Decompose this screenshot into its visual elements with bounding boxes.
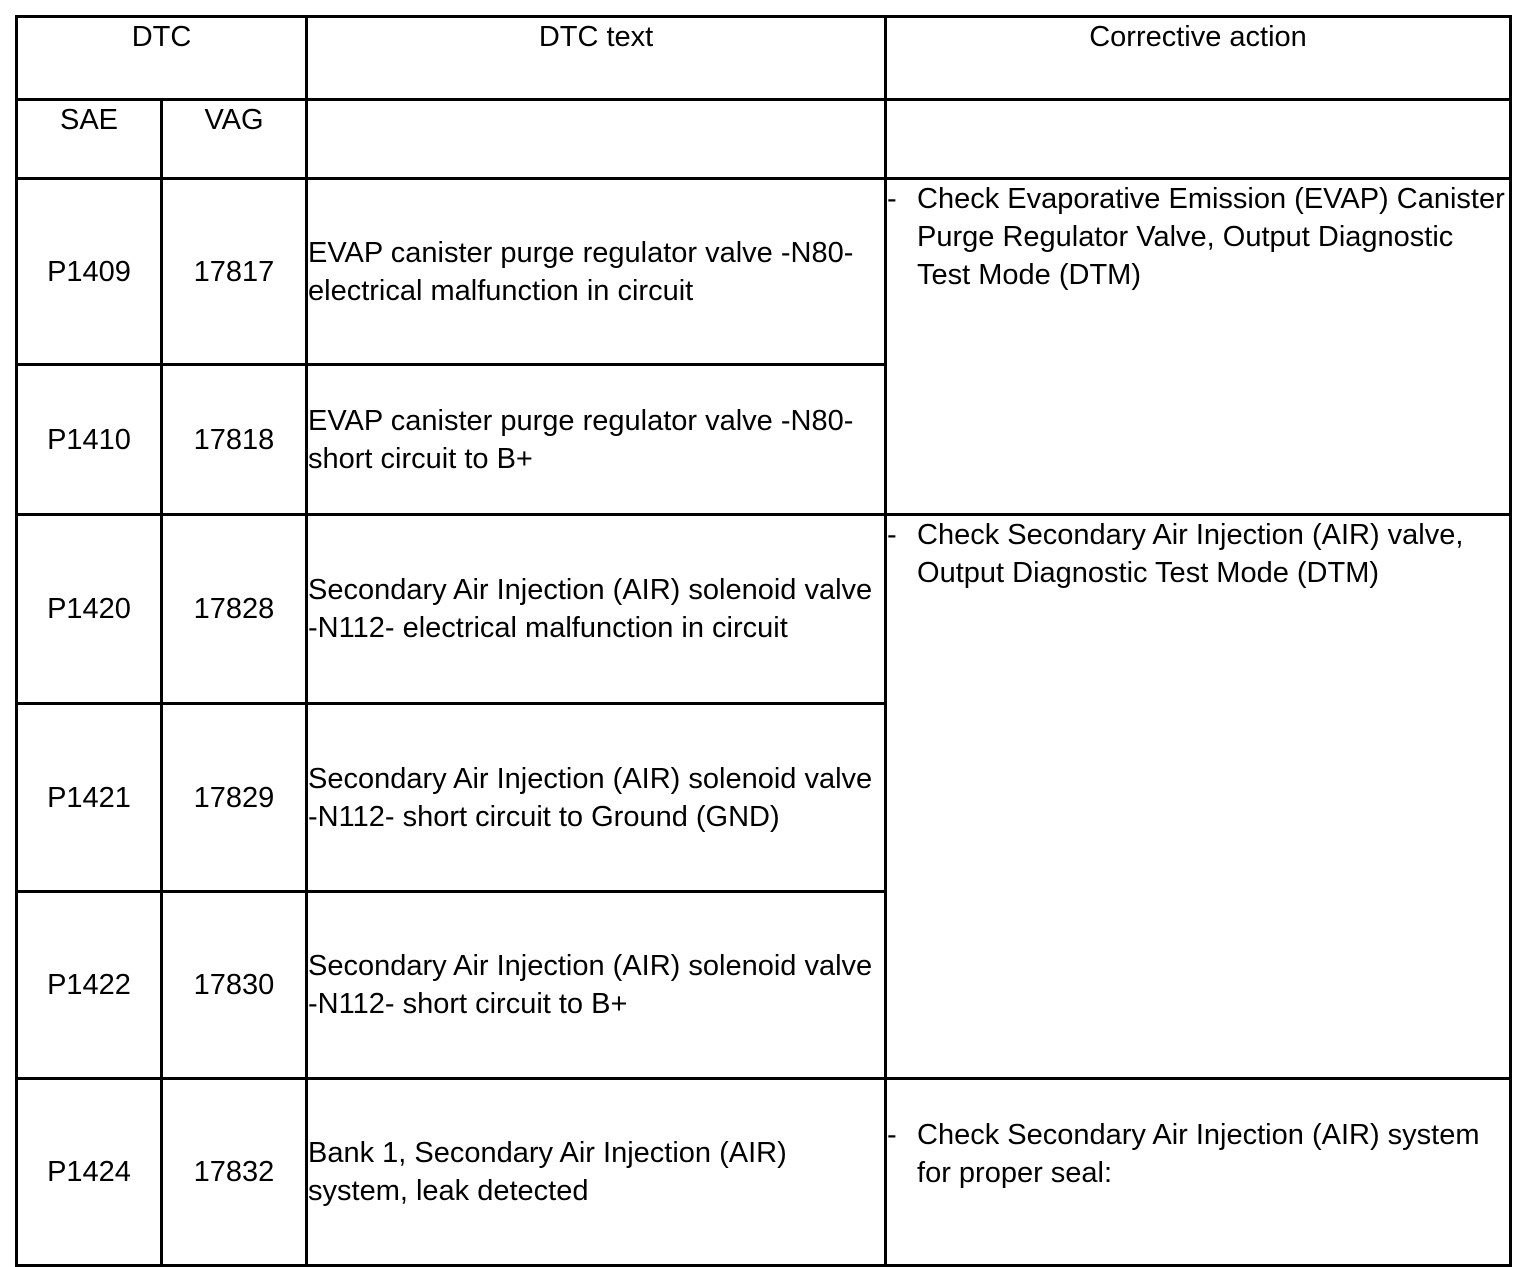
vag-code: 17828 (162, 515, 307, 704)
vag-code: 17829 (162, 704, 307, 892)
subheader-vag: VAG (162, 100, 307, 179)
corrective-action-cell (886, 1079, 1511, 1266)
vag-code: 17817 (162, 179, 307, 365)
subheader-row (17, 100, 1511, 179)
vag-code: 17832 (162, 1079, 307, 1266)
action-text: Check Secondary Air Injection (AIR) valve, Output Diagnostic Test Mode (DTM) (917, 519, 1464, 589)
action-text: Check Secondary Air Injection (AIR) system for proper seal: (917, 1119, 1480, 1189)
table-row (17, 1079, 1511, 1266)
sae-code: P1410 (17, 365, 162, 515)
sae-code: P1424 (17, 1079, 162, 1266)
dtc-text: Secondary Air Injection (AIR) solenoid valve -N112- short circuit to B+ (307, 892, 886, 1079)
action-text: Check Evaporative Emission (EVAP) Canister Purge Regulator Valve, Output Diagnostic Test Mode (DTM) (917, 183, 1505, 291)
bullet-dash: - (887, 1119, 897, 1151)
corrective-action-cell (886, 179, 1511, 515)
dtc-text: EVAP canister purge regulator valve -N80- short circuit to B+ (307, 365, 886, 515)
action-item (887, 516, 1509, 592)
subheader-empty-action (886, 100, 1511, 179)
action-item (887, 1116, 1509, 1192)
dtc-text: Secondary Air Injection (AIR) solenoid valve -N112- electrical malfunction in circuit (307, 515, 886, 704)
bullet-dash: - (887, 183, 897, 215)
dtc-table (15, 15, 1512, 1267)
dtc-text: Secondary Air Injection (AIR) solenoid valve -N112- short circuit to Ground (GND) (307, 704, 886, 892)
action-item (887, 180, 1509, 294)
dtc-text: EVAP canister purge regulator valve -N80- electrical malfunction in circuit (307, 179, 886, 365)
header-dtc: DTC (17, 17, 307, 100)
dtc-text: Bank 1, Secondary Air Injection (AIR) system, leak detected (307, 1079, 886, 1266)
sae-code: P1421 (17, 704, 162, 892)
table-row (17, 179, 1511, 365)
sae-code: P1409 (17, 179, 162, 365)
subheader-empty-text (307, 100, 886, 179)
vag-code: 17818 (162, 365, 307, 515)
corrective-action-cell (886, 515, 1511, 1079)
header-corrective-action: Corrective action (886, 17, 1511, 100)
bullet-dash: - (887, 519, 897, 551)
table-row (17, 515, 1511, 704)
vag-code: 17830 (162, 892, 307, 1079)
sae-code: P1420 (17, 515, 162, 704)
header-dtc-text: DTC text (307, 17, 886, 100)
header-row (17, 17, 1511, 100)
sae-code: P1422 (17, 892, 162, 1079)
subheader-sae: SAE (17, 100, 162, 179)
